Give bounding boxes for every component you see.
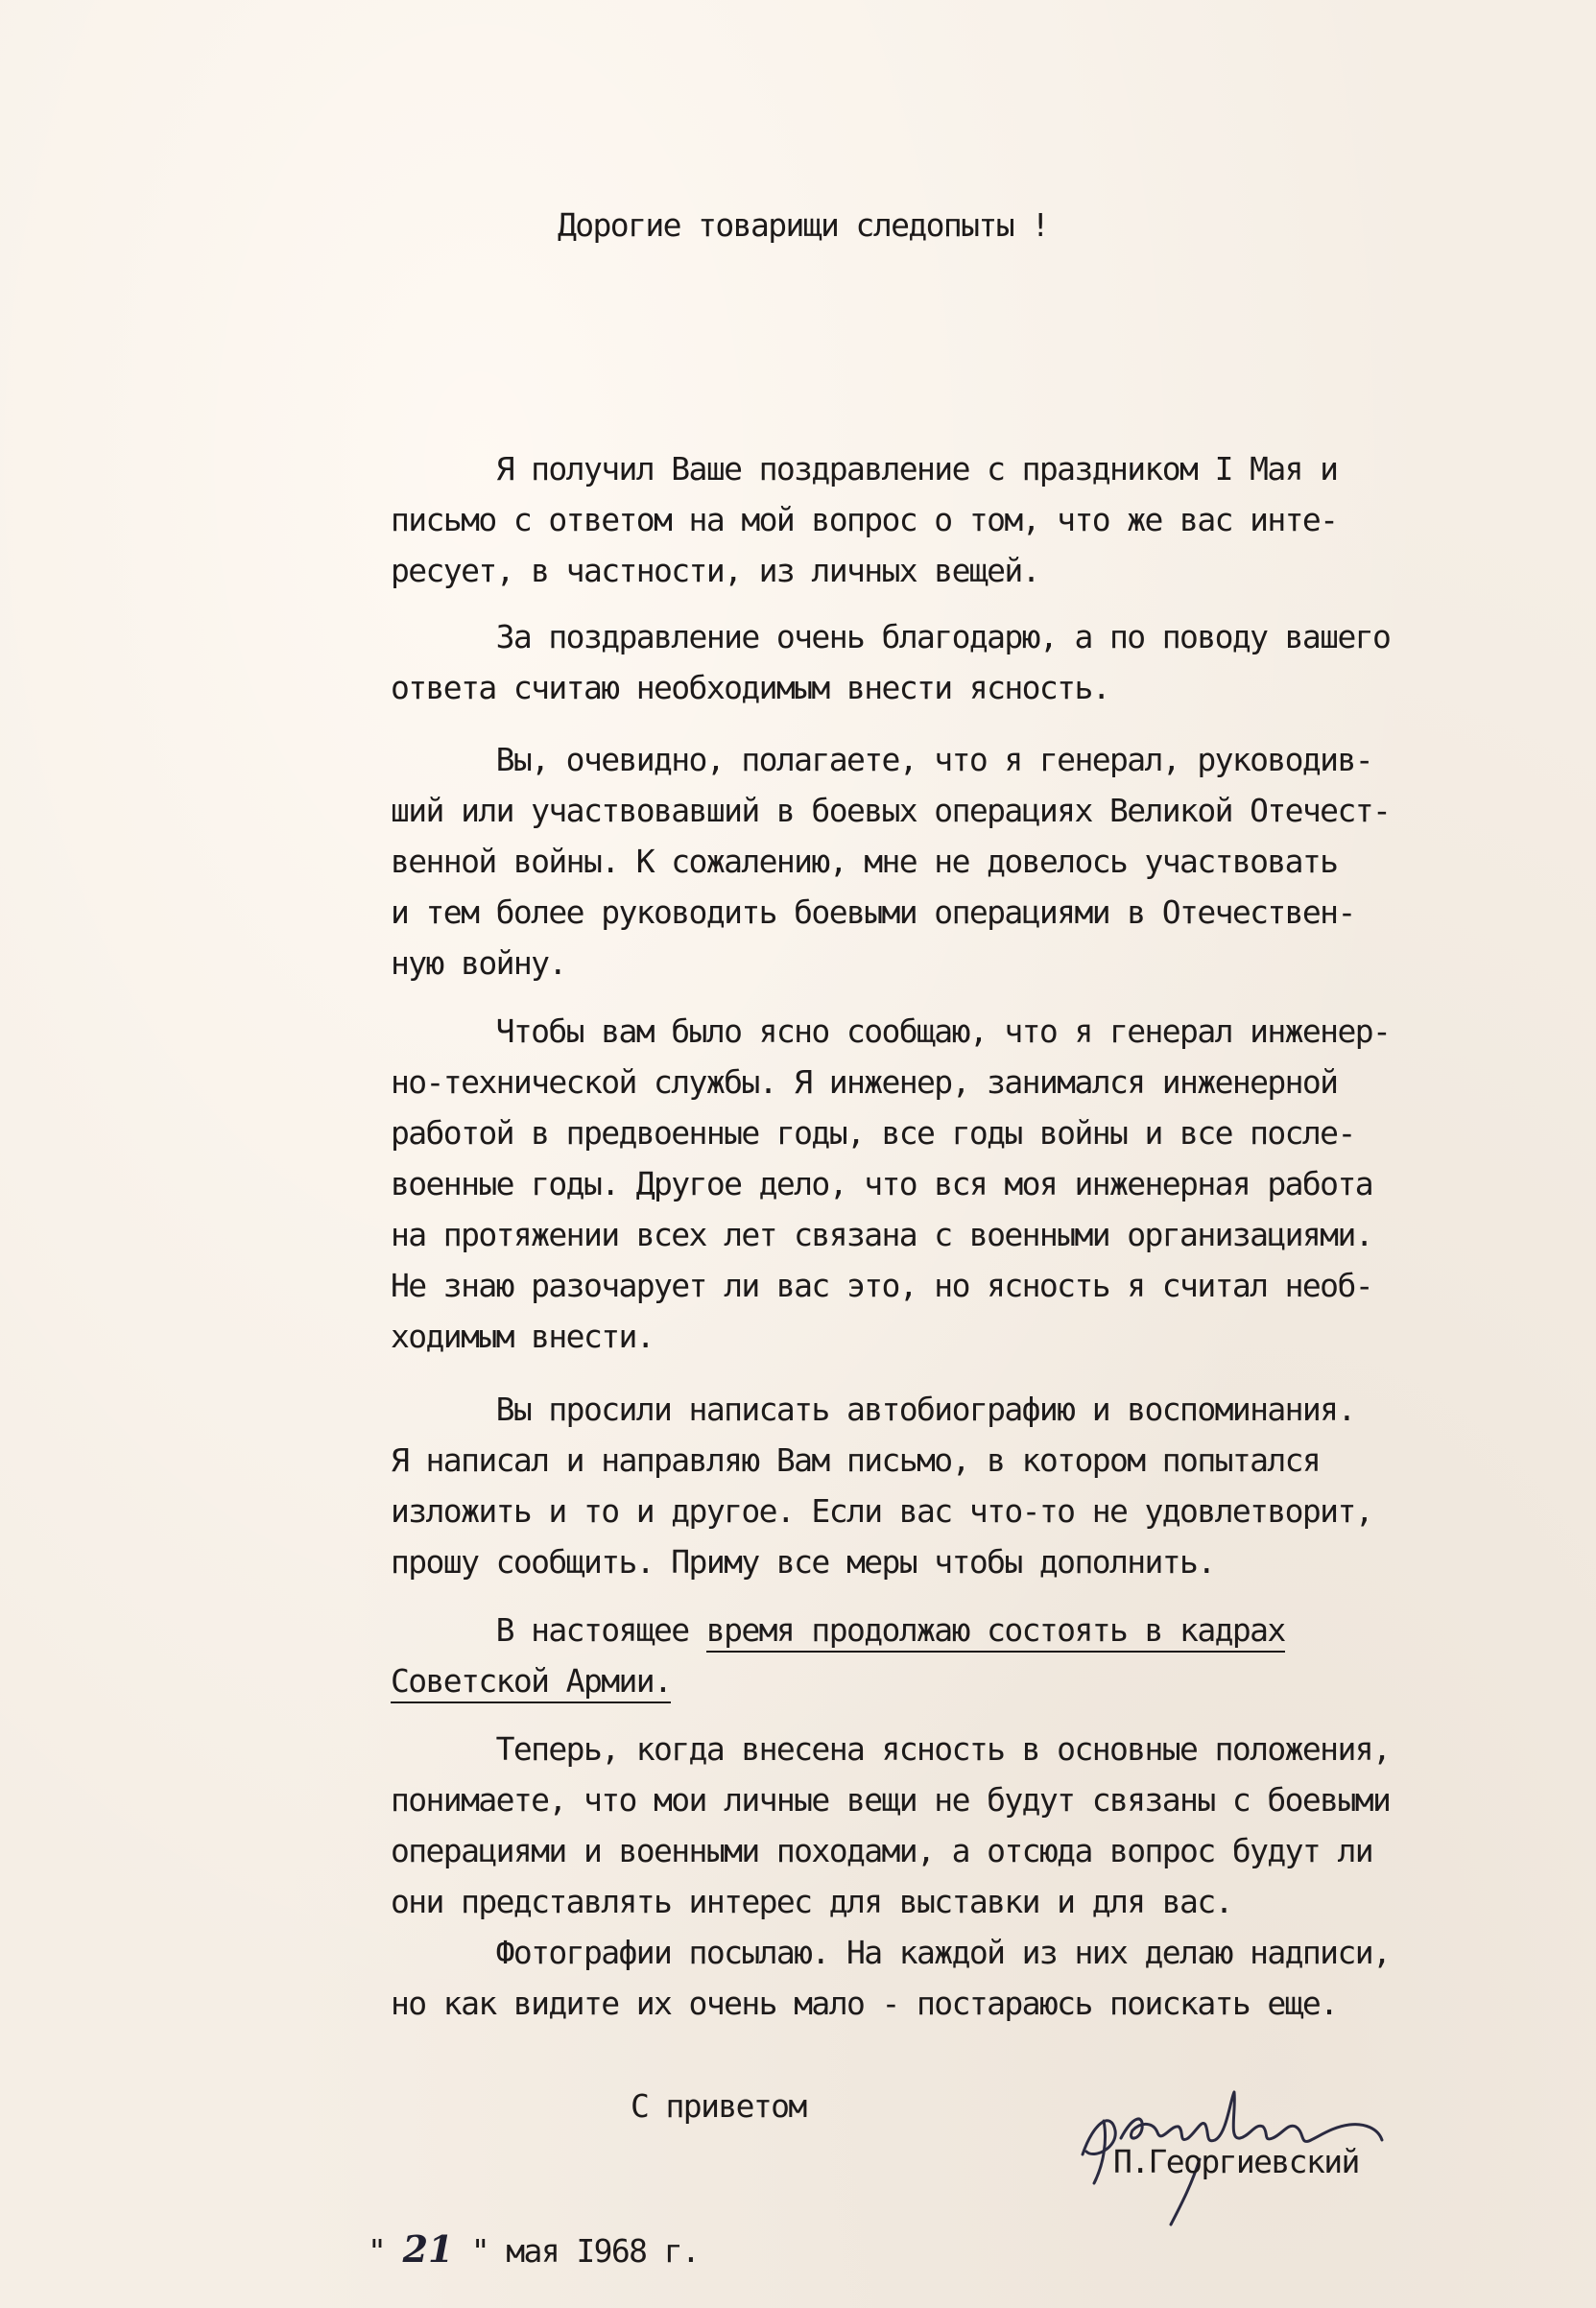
paragraph-line: они представлять интерес для выставки и для вас. [391,1883,1232,1920]
closing: С приветом [631,2087,806,2125]
paragraph-line: Вы просили написать автобиографию и воспоминания. [391,1391,1355,1428]
paragraph-line: прошу сообщить. Приму все меры чтобы дополнить. [391,1543,1215,1581]
paragraph-line: ную войну. [391,944,566,982]
paragraph-line: работой в предвоенные годы, все годы войны и все после- [391,1114,1355,1152]
army-paragraph [391,1605,1285,1706]
paragraph [391,443,1337,596]
army-line-2-underlined: Советской Армии. [391,1662,671,1703]
paragraph-line: но как видите их очень мало - постараюсь поискать еще. [391,1985,1338,2022]
paragraph-line: Чтобы вам было ясно сообщаю, что я генерал инженер- [391,1012,1391,1050]
paragraph-line: За поздравление очень благодарю, а по поводу вашего [391,618,1391,655]
army-line-2 [391,1655,1285,1706]
paragraph-line: Вы, очевидно, полагаете, что я генерал, руководив- [391,741,1372,778]
army-line-1 [391,1605,1285,1655]
date-line [368,2227,700,2271]
paragraph-line: Фотографии посылаю. На каждой из них делаю надписи, [391,1934,1391,1971]
paragraph [391,734,1390,988]
paragraph-line: операциями и военными походами, а отсюда вопрос будут ли [391,1832,1372,1869]
paragraph-line: но-технической службы. Я инженер, занимался инженерной [391,1063,1338,1101]
date-open-quote: " [368,2232,386,2270]
army-line-1-underlined: время продолжаю состоять в кадрах [706,1611,1285,1653]
signer-name: П.Георгиевский [1113,2143,1359,2180]
date-day-handwritten: 21 [402,2227,454,2271]
paragraph-line: Теперь, когда внесена ясность в основные положения, [391,1730,1391,1768]
date-rest: мая I968 г. [488,2232,700,2270]
paragraph-line: Не знаю разочарует ли вас это, но ясность я считал необ- [391,1267,1372,1304]
paragraph [391,1724,1390,2029]
paragraph-line: Я получил Ваше поздравление с праздником I Мая и [391,450,1338,488]
paragraph-line: и тем более руководить боевыми операциями в Отечествен- [391,893,1355,931]
paragraph-line: ресует, в частности, из личных вещей. [391,552,1039,589]
salutation: Дорогие товарищи следопыты ! [558,206,1049,244]
paragraph-line: ший или участвовавший в боевых операциях Великой Отечест- [391,792,1391,829]
paragraph [391,611,1390,713]
paragraph [391,1384,1372,1587]
paragraph-line: письмо с ответом на мой вопрос о том, что же вас инте- [391,501,1338,538]
paragraph-line: Я написал и направляю Вам письмо, в котором попытался [391,1441,1321,1479]
paragraph-line: военные годы. Другое дело, что вся моя инженерная работа [391,1165,1372,1202]
army-line-1-plain: В настоящее [391,1611,706,1649]
paragraph-line: понимаете, что мои личные вещи не будут связаны с боевыми [391,1781,1391,1819]
date-close-quote: " [470,2232,489,2270]
paragraph-line: на протяжении всех лет связана с военными организациями. [391,1216,1372,1253]
paragraph-line: ответа считаю необходимым внести ясность. [391,669,1109,706]
paragraph-line: венной войны. К сожалению, мне не довелось участвовать [391,843,1338,880]
paragraph-line: изложить и то и другое. Если вас что-то не удовлетворит, [391,1492,1372,1530]
paragraph [391,1006,1390,1362]
paragraph-line: ходимым внести. [391,1318,655,1355]
